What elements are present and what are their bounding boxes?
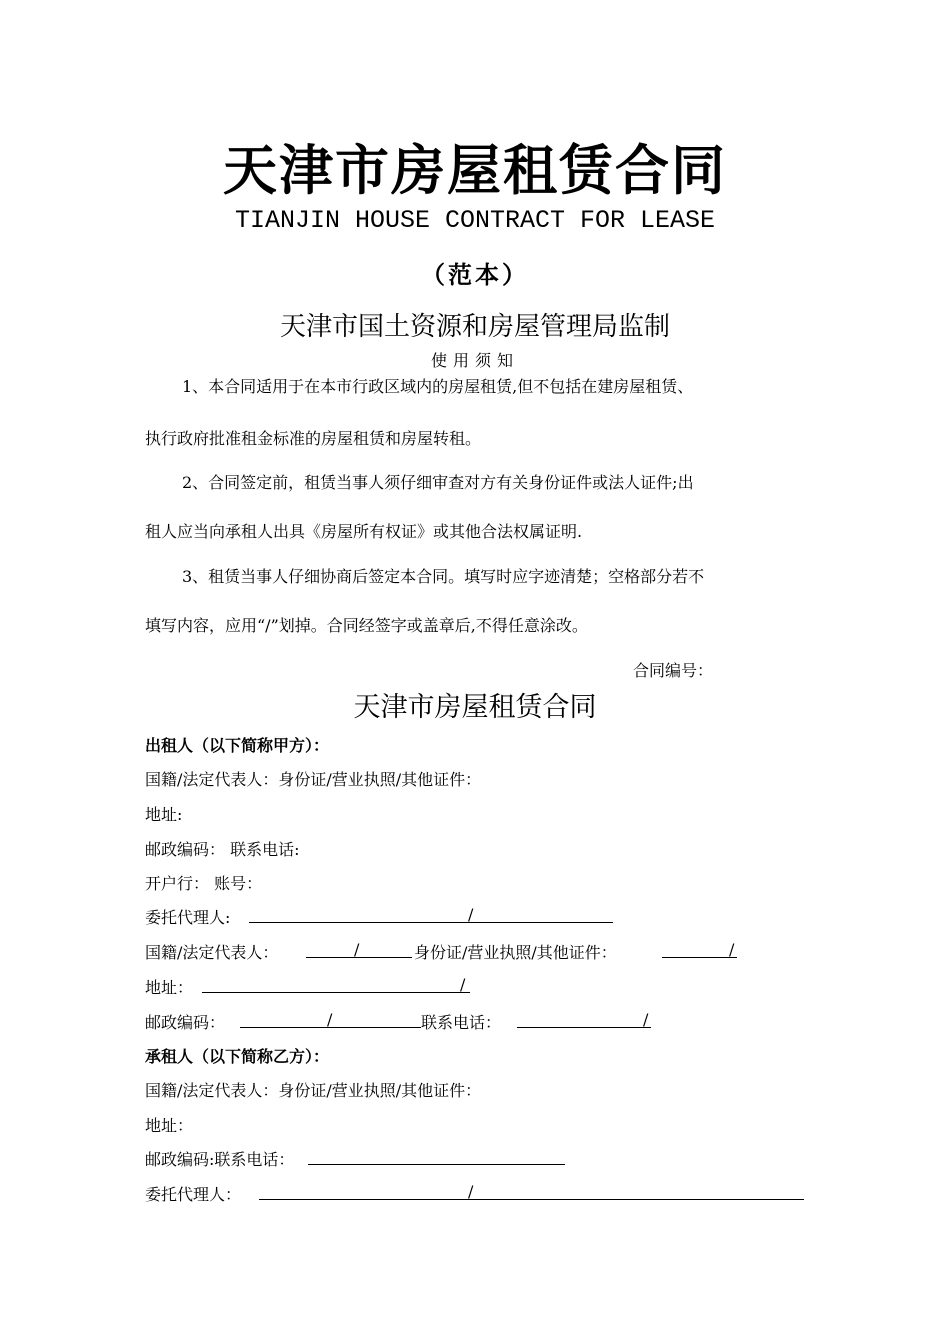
lessor-agent-postal-label: 邮政编码： <box>145 1013 226 1032</box>
supervisor-line: 天津市国土资源和房屋管理局监制 <box>279 312 670 342</box>
lessor-agent-address-slash: / <box>460 975 466 994</box>
lessee-postal-phone-label: 邮政编码:联系电话： <box>145 1150 295 1169</box>
lessor-postal-line: 邮政编码： 联系电话: <box>145 840 300 859</box>
lessee-address-line: 地址： <box>145 1116 194 1135</box>
lessee-agent-slash: / <box>468 1182 474 1201</box>
lessor-address-line: 地址: <box>145 805 183 824</box>
notice-item-1-line-2: 执行政府批准租金标准的房屋租赁和房屋转租。 <box>145 429 482 448</box>
lessee-agent-label: 委托代理人： <box>145 1185 242 1204</box>
lessor-agent-address-blank[interactable] <box>202 992 470 993</box>
lessee-heading: 承租人（以下简称乙方）： <box>145 1047 330 1066</box>
contract-title: 天津市房屋租赁合同 <box>353 692 597 723</box>
lessor-heading: 出租人（以下简称甲方）： <box>145 736 330 755</box>
lessee-phone-blank[interactable] <box>308 1164 565 1165</box>
lessor-nationality-line: 国籍/法定代表人：身份证/营业执照/其他证件： <box>145 770 482 789</box>
lessee-agent-blank[interactable] <box>259 1199 804 1200</box>
document-title-english: TIANJIN HOUSE CONTRACT FOR LEASE <box>234 206 716 235</box>
lessor-agent-slash: / <box>468 905 474 924</box>
notice-item-3-line-1: 3、租赁当事人仔细协商后签定本合同。填写时应字迹清楚；空格部分若不 <box>182 567 705 586</box>
notice-item-1-line-1: 1、本合同适用于在本市行政区域内的房屋租赁,但不包括在建房屋租赁、 <box>182 377 694 396</box>
contract-number-label: 合同编号： <box>633 661 714 680</box>
sample-label: （范本） <box>421 261 529 289</box>
lessor-agent-id-slash: / <box>729 940 735 959</box>
notice-item-3-line-2: 填写内容，应用“/”划掉。合同经签字或盖章后,不得任意涂改。 <box>145 616 588 635</box>
lessor-bank-line: 开户行： 账号： <box>145 874 263 893</box>
lessor-agent-phone-blank[interactable] <box>517 1027 651 1028</box>
lessor-agent-id-blank[interactable] <box>662 957 737 958</box>
lessor-agent-nationality-slash: / <box>354 940 360 959</box>
lessor-agent-label: 委托代理人: <box>145 908 231 927</box>
lessee-nationality-line: 国籍/法定代表人：身份证/营业执照/其他证件： <box>145 1081 482 1100</box>
document-title: 天津市房屋租赁合同 <box>223 139 727 202</box>
lessor-agent-address-label: 地址： <box>145 978 194 997</box>
lessor-agent-postal-slash: / <box>327 1010 333 1029</box>
lessor-agent-id-label: 身份证/营业执照/其他证件： <box>414 943 617 962</box>
lessor-agent-phone-label: 联系电话： <box>421 1013 502 1032</box>
notice-heading: 使用须知 <box>430 351 519 370</box>
lessor-agent-blank[interactable] <box>249 922 613 923</box>
lessor-agent-nationality-label: 国籍/法定代表人： <box>145 943 279 962</box>
notice-item-2-line-2: 租人应当向承租人出具《房屋所有权证》或其他合法权属证明. <box>145 522 583 541</box>
lessor-agent-phone-slash: / <box>643 1010 649 1029</box>
notice-item-2-line-1: 2、合同签定前，租赁当事人须仔细审查对方有关身份证件或法人证件;出 <box>182 473 694 492</box>
